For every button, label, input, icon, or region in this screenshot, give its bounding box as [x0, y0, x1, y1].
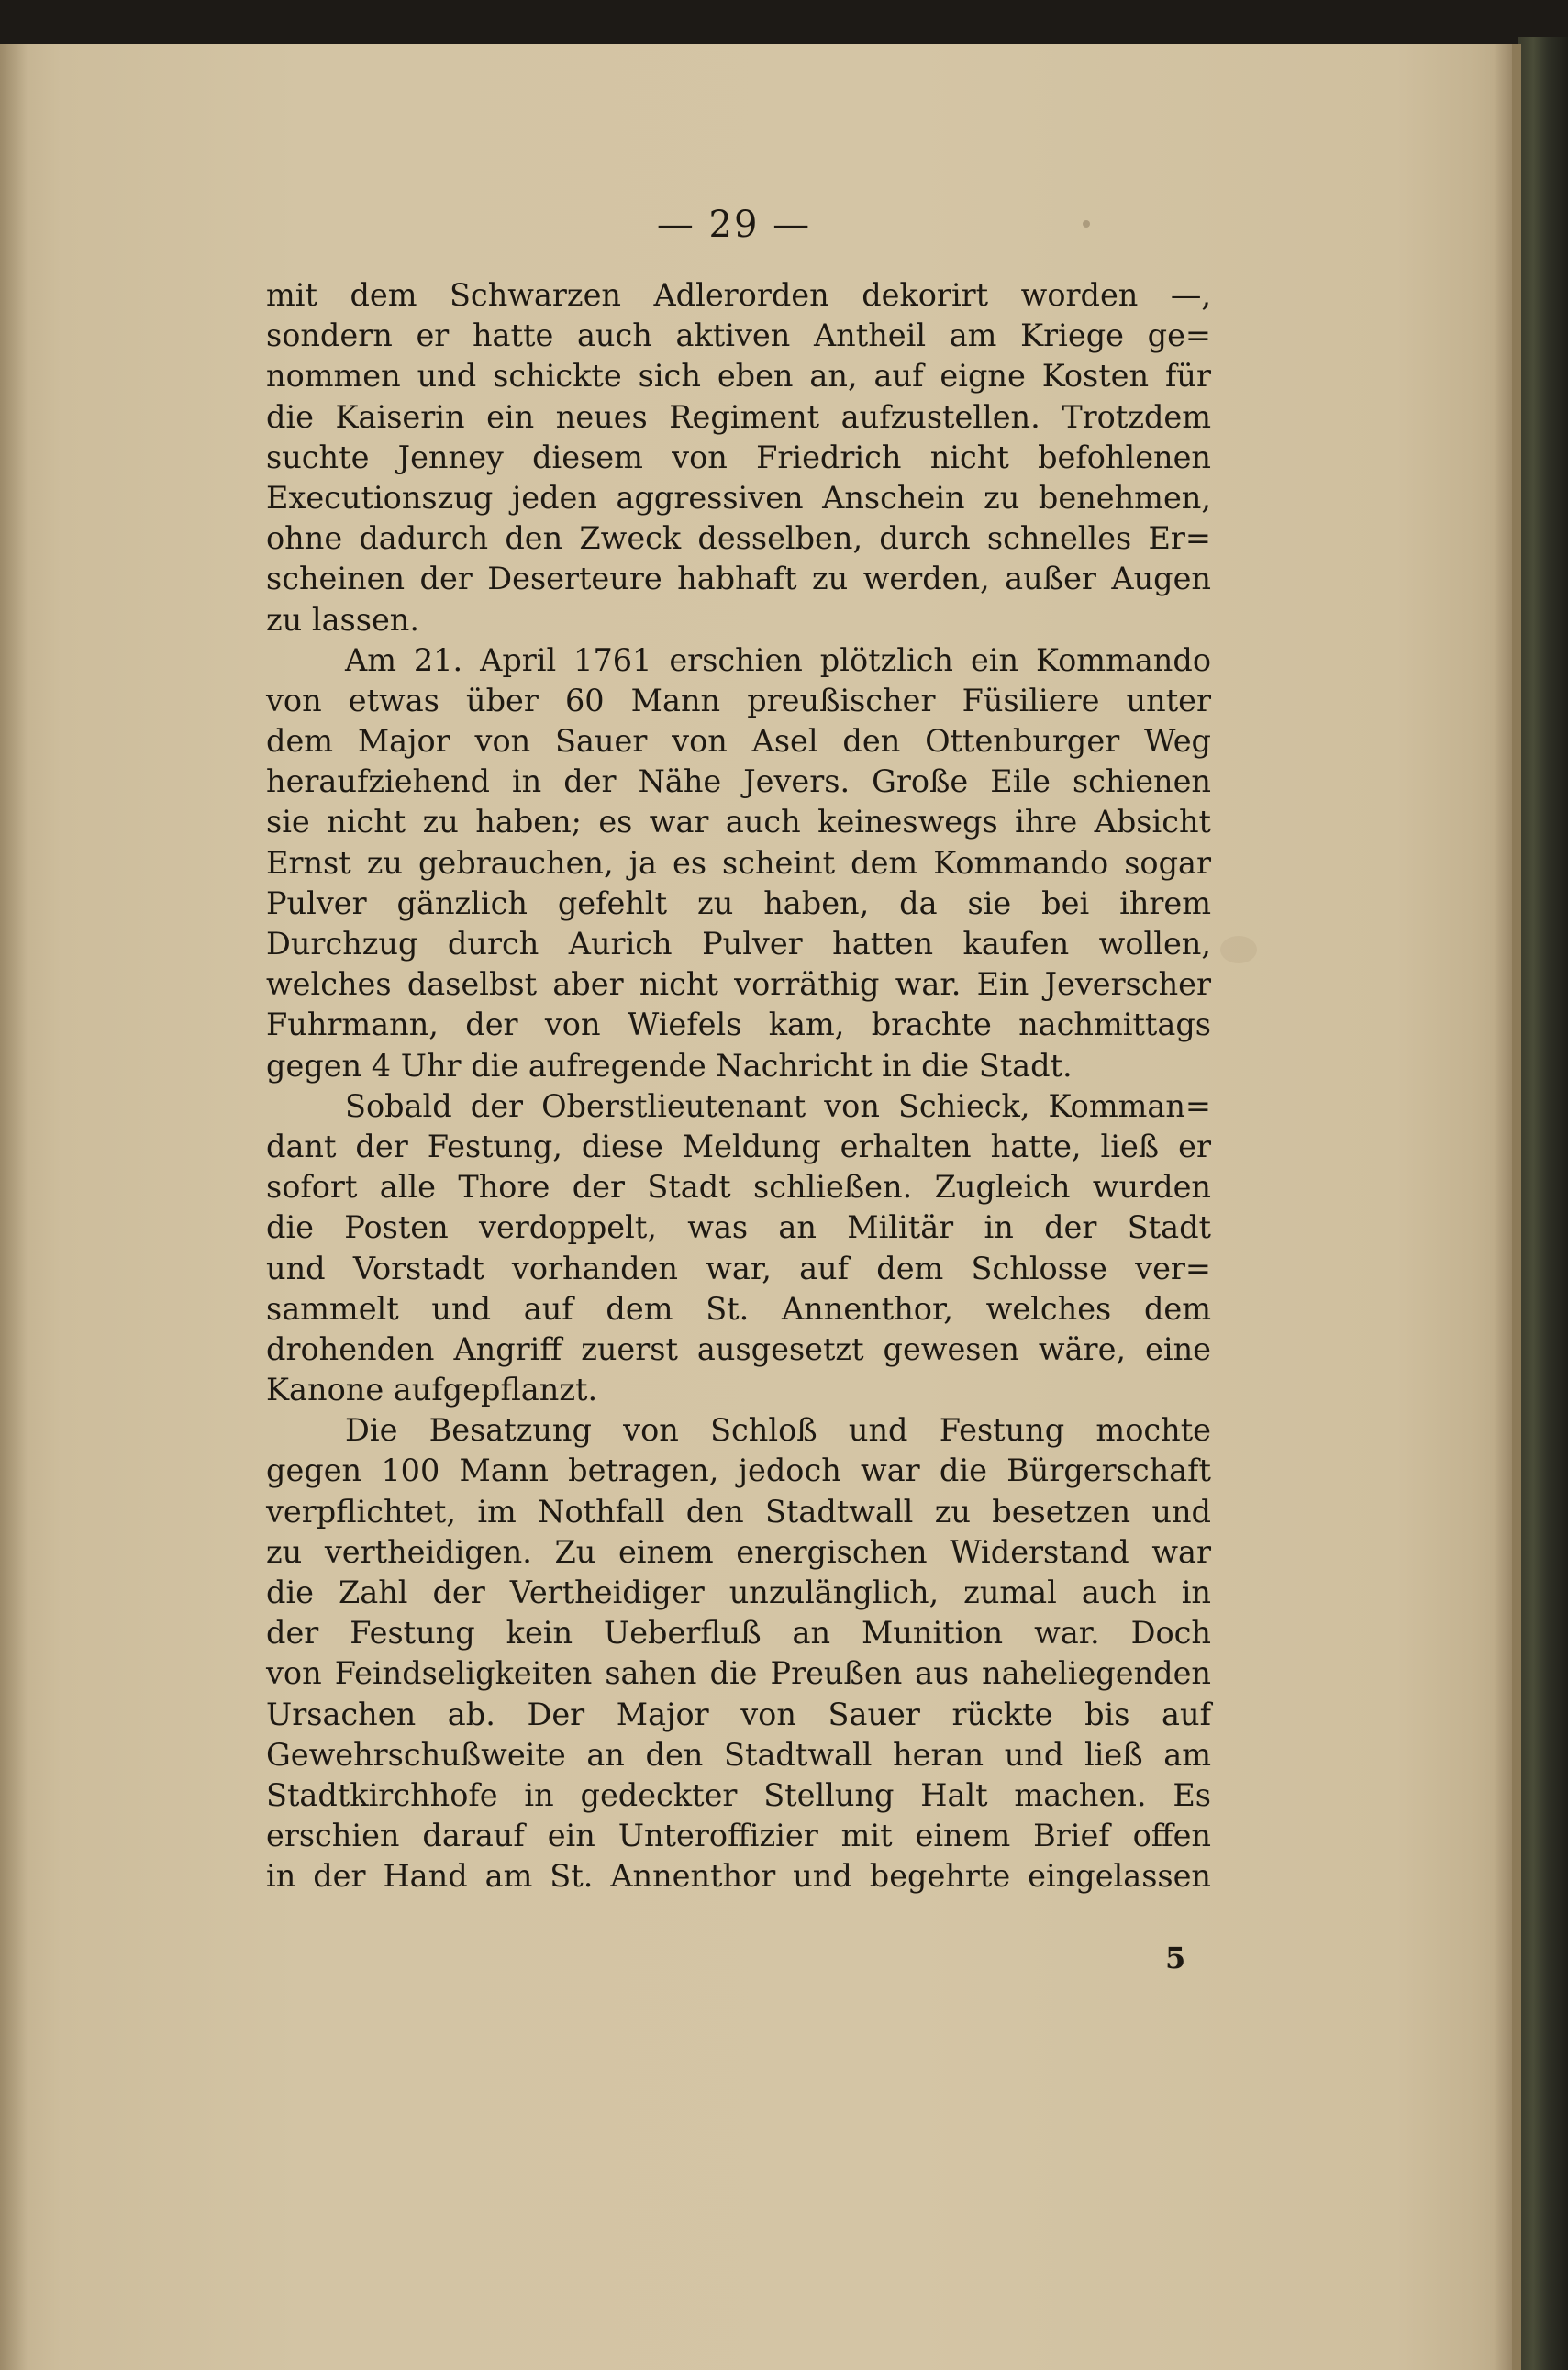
text-line: von Feindseligkeiten sahen die Preußen aus naheliegenden — [266, 1655, 1211, 1692]
text-line: von etwas über 60 Mann preußischer Füsiliere unter — [266, 682, 1211, 718]
page-fore-edge — [1512, 44, 1521, 2370]
text-line: Ursachen ab. Der Major von Sauer rückte bis auf — [266, 1696, 1211, 1732]
text-line: zu lassen. — [266, 601, 419, 638]
text-line: Gewehrschußweite an den Stadtwall heran und ließ am — [266, 1736, 1211, 1773]
text-line: verpflichtet, im Nothfall den Stadtwall zu besetzen und — [266, 1493, 1211, 1530]
text-line: Executionszug jeden aggressiven Anschein zu benehmen, — [266, 479, 1211, 516]
text-line: nommen und schickte sich eben an, auf eigne Kosten für — [266, 358, 1211, 395]
page-number-header — [0, 204, 1468, 246]
text-line: die Kaiserin ein neues Regiment aufzustellen. Trotzdem — [266, 398, 1211, 435]
text-line: Sobald der Oberstlieutenant von Schieck, Komman= — [345, 1087, 1211, 1124]
text-line: welches daselbst aber nicht vorräthig war. Ein Jeverscher — [266, 966, 1211, 1003]
text-line: sofort alle Thore der Stadt schließen. Zugleich wurden — [266, 1169, 1211, 1206]
text-line: Fuhrmann, der von Wiefels kam, brachte nachmittags — [266, 1007, 1211, 1043]
text-line: Die Besatzung von Schloß und Festung mochte — [345, 1412, 1211, 1449]
text-line: dant der Festung, diese Meldung erhalten hatte, ließ er — [266, 1128, 1211, 1164]
page-number-text: — 29 — — [656, 204, 812, 246]
text-line: zu vertheidigen. Zu einem energischen Widerstand war — [266, 1533, 1211, 1570]
text-line: sammelt und auf dem St. Annenthor, welches dem — [266, 1290, 1211, 1327]
gutter-shadow — [0, 44, 28, 2370]
text-line: sie nicht zu haben; es war auch keineswegs ihre Absicht — [266, 804, 1211, 840]
text-line: die Zahl der Vertheidiger unzulänglich, zumal auch in — [266, 1574, 1211, 1610]
text-line: die Posten verdoppelt, was an Militär in der Stadt — [266, 1209, 1211, 1246]
text-line: der Festung kein Ueberfluß an Munition war. Doch — [266, 1615, 1211, 1652]
text-line: erschien darauf ein Unteroffizier mit einem Brief offen — [266, 1818, 1211, 1854]
text-line: gegen 100 Mann betragen, jedoch war die Bürgerschaft — [266, 1452, 1211, 1489]
text-line: in der Hand am St. Annenthor und begehrte eingelassen — [266, 1858, 1211, 1895]
text-line: Ernst zu gebrauchen, ja es scheint dem Kommando sogar — [266, 844, 1211, 881]
text-line: gegen 4 Uhr die aufregende Nachricht in die Stadt. — [266, 1047, 1073, 1084]
text-line: Stadtkirchhofe in gedeckter Stellung Halt machen. Es — [266, 1776, 1211, 1813]
text-line: Am 21. April 1761 erschien plötzlich ein Kommando — [345, 641, 1211, 678]
text-line: heraufziehend in der Nähe Jevers. Große Eile schienen — [266, 763, 1211, 800]
book-spine — [1518, 37, 1568, 2370]
text-line: dem Major von Sauer von Asel den Ottenburger Weg — [266, 723, 1211, 760]
paper-stain — [1220, 936, 1257, 963]
text-line: drohenden Angriff zuerst ausgesetzt gewesen wäre, eine — [266, 1330, 1211, 1367]
text-line: und Vorstadt vorhanden war, auf dem Schlosse ver= — [266, 1250, 1211, 1286]
text-line: Kanone aufgepflanzt. — [266, 1372, 598, 1408]
text-line: Durchzug durch Aurich Pulver hatten kaufen wollen, — [266, 926, 1211, 962]
text-line: suchte Jenney diesem von Friedrich nicht befohlenen — [266, 439, 1211, 475]
text-line: ohne dadurch den Zweck desselben, durch schnelles Er= — [266, 520, 1211, 557]
signature-mark: 5 — [1165, 1941, 1186, 1975]
text-line: mit dem Schwarzen Adlerorden dekorirt worden —, — [266, 277, 1211, 313]
text-line: sondern er hatte auch aktiven Antheil am Kriege ge= — [266, 317, 1211, 354]
text-line: scheinen der Deserteure habhaft zu werden, außer Augen — [266, 561, 1211, 597]
text-line: Pulver gänzlich gefehlt zu haben, da sie bei ihrem — [266, 885, 1211, 921]
body-text — [266, 275, 1211, 1897]
